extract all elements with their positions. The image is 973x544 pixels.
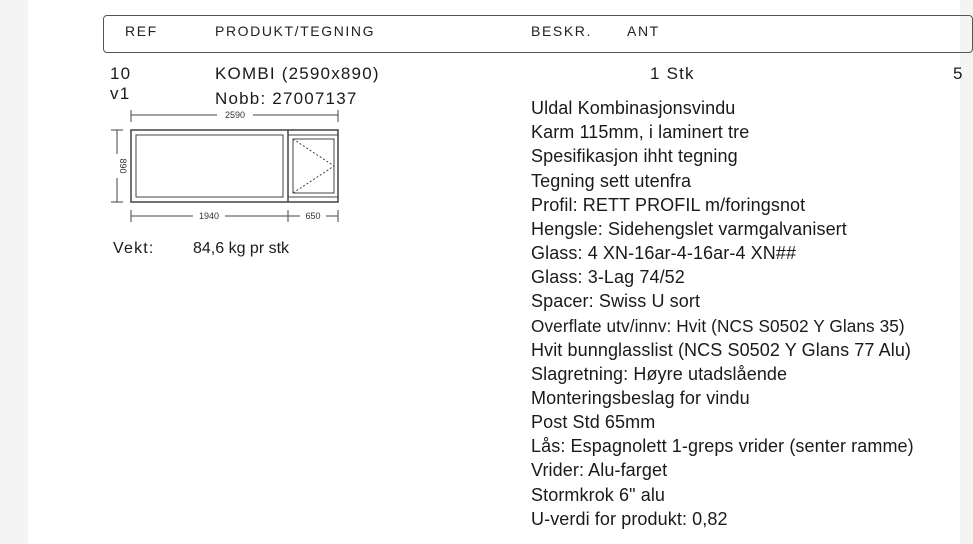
description-line: Overflate utv/innv: Hvit (NCS S0502 Y Glans 35)	[531, 316, 905, 336]
item-product-name: KOMBI (2590x890)	[215, 64, 380, 83]
window-frame	[131, 130, 338, 202]
opening-indicator	[293, 139, 334, 193]
description-line: Hengsle: Sidehengslet varmgalvanisert	[531, 219, 847, 239]
description-line: Profil: RETT PROFIL m/foringsnot	[531, 195, 806, 215]
description-line: Karm 115mm, i laminert tre	[531, 122, 750, 142]
description-line: Spacer: Swiss U sort	[531, 291, 701, 311]
header-ref: REF	[125, 23, 158, 39]
description-line: Spesifikasjon ihht tegning	[531, 146, 738, 166]
item-ref: 10	[110, 64, 132, 83]
description-line: Slagretning: Høyre utadslående	[531, 364, 788, 384]
description-line: U-verdi for produkt: 0,82	[531, 509, 728, 529]
sash-pane	[293, 139, 334, 193]
document-page	[28, 0, 963, 544]
description-line: Hvit bunnglasslist (NCS S0502 Y Glans 77 Alu)	[531, 340, 912, 360]
description-line: Lås: Espagnolett 1-greps vrider (senter ramme)	[531, 436, 914, 456]
dim-label-fixed: 1940	[198, 211, 220, 221]
description-line: Tegning sett utenfra	[531, 171, 692, 191]
window-drawing	[105, 104, 345, 226]
item-nobb: Nobb: 27007137	[215, 89, 358, 108]
item-version: v1	[110, 84, 131, 103]
description-line: Glass: 4 XN-16ar-4-16ar-4 XN##	[531, 243, 797, 263]
description-line: Uldal Kombinasjonsvindu	[531, 98, 736, 118]
description-line: Stormkrok 6" alu	[531, 485, 666, 505]
description-line: Monteringsbeslag for vindu	[531, 388, 750, 408]
header-product: PRODUKT/TEGNING	[215, 23, 376, 39]
weight-label: Vekt:	[113, 240, 155, 257]
sash-frame	[288, 135, 338, 197]
fixed-pane	[136, 135, 283, 197]
dim-label-sash: 650	[305, 211, 321, 221]
weight-value: 84,6 kg pr stk	[193, 240, 290, 257]
description-line: Glass: 3-Lag 74/52	[531, 267, 685, 287]
description-line: Vrider: Alu-farget	[531, 460, 668, 480]
header-description: BESKR.	[531, 23, 592, 39]
dim-label-height: 890	[118, 158, 128, 174]
item-price-cutoff: 5	[953, 64, 963, 83]
item-quantity: 1 Stk	[650, 64, 695, 83]
dim-label-total: 2590	[224, 110, 246, 120]
header-quantity: ANT	[627, 23, 660, 39]
description-line: Post Std 65mm	[531, 412, 656, 432]
